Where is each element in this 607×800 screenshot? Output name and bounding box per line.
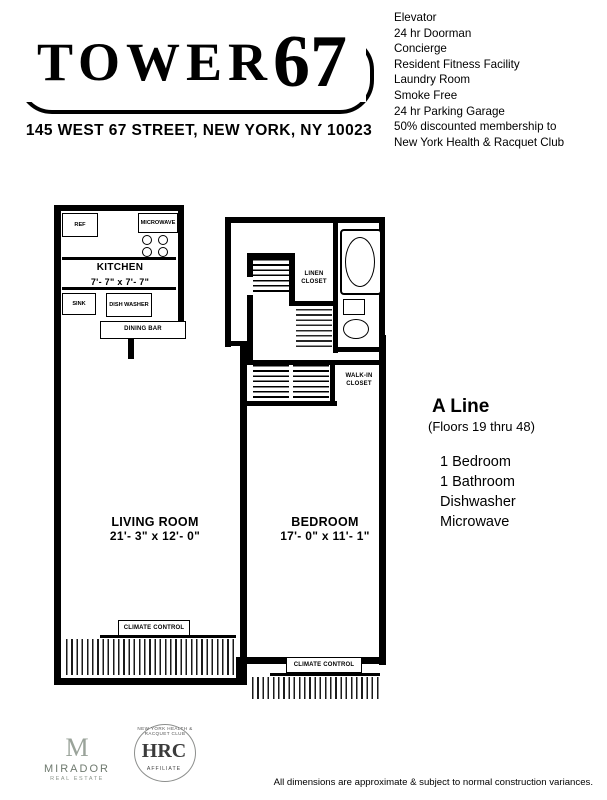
amenities-list (394, 10, 604, 150)
entry-door-wall (225, 341, 247, 346)
mirador-name: MIRADOR (44, 763, 110, 775)
wall-exterior-left (54, 205, 61, 685)
dishwasher-icon (106, 293, 152, 317)
hrc-logo (128, 722, 202, 786)
bedroom-dimensions: 17'- 0" x 11'- 1" (280, 529, 370, 543)
unit-feature-list (440, 452, 600, 532)
kitchen-dimensions: 7'- 7" x 7'- 7" (90, 277, 150, 287)
closet-door-hatch-upper (253, 259, 289, 295)
amenity-item: 24 hr Parking Garage (394, 104, 505, 118)
burner-icon-4 (158, 247, 168, 257)
closet-door-hatch-right (293, 365, 329, 401)
wall-walkin-right (330, 360, 385, 365)
brand-logo (18, 14, 373, 139)
amenity-item: Resident Fitness Facility (394, 57, 520, 71)
living-room-dimensions: 21'- 3" x 12'- 0" (109, 529, 201, 543)
kitchen-counter-line (62, 257, 176, 260)
toilet-icon (343, 299, 365, 315)
feature-item: Dishwasher (440, 494, 516, 510)
wall-closet-bottom (289, 301, 337, 306)
feature-item: 1 Bathroom (440, 474, 515, 490)
refrigerator-icon (62, 213, 98, 237)
logo-text (18, 21, 366, 103)
burner-icon-3 (142, 247, 152, 257)
wall-kitchen-top (54, 205, 184, 211)
logo-number: 67 (273, 21, 348, 103)
climate-control-living-label: CLIMATE CONTROL (123, 625, 185, 631)
wall-bath-top2 (225, 217, 385, 223)
wall-walkin-left (330, 360, 335, 406)
living-room-name: LIVING ROOM (111, 515, 199, 529)
kitchen-name: KITCHEN (96, 262, 144, 273)
floor-plan-drawing (40, 195, 440, 705)
wall-walkin-bottom (247, 401, 337, 406)
sink-icon (62, 293, 96, 315)
sink-label: SINK (72, 300, 86, 307)
dishwasher-label: DISH WASHER (109, 301, 149, 308)
closet-door-hatch-lower (253, 365, 289, 401)
amenity-item: Elevator (394, 11, 437, 24)
dining-bar-text: DINING BAR (124, 326, 162, 332)
disclaimer-text: All dimensions are approximate & subject to normal construction variances. (273, 777, 593, 788)
walkin-closet-label (337, 373, 381, 388)
linen-closet-text: LINEN CLOSET (301, 271, 327, 285)
refrigerator-label: REF (74, 221, 86, 228)
amenity-item: Smoke Free (394, 88, 458, 102)
amenity-item: 50% discounted membership to (394, 120, 557, 134)
sink-bath-icon (343, 319, 369, 339)
kitchen-label (62, 261, 178, 290)
burner-icon-1 (142, 235, 152, 245)
mirador-logo (34, 735, 120, 782)
amenity-item: 24 hr Doorman (394, 26, 472, 40)
climate-control-bedroom (286, 657, 362, 673)
walkin-closet-text: WALK-IN CLOSET (345, 373, 373, 387)
linen-closet-label (292, 271, 336, 286)
hrc-letters: HRC (141, 740, 187, 762)
unit-floors: (Floors 19 thru 48) (428, 419, 535, 434)
microwave-icon (138, 213, 178, 233)
feature-item: 1 Bedroom (440, 454, 511, 470)
dining-bar (100, 321, 186, 339)
feature-item: Microwave (440, 514, 510, 530)
burner-icon-2 (158, 235, 168, 245)
bedroom-label (265, 515, 385, 543)
window-living-hatch (66, 639, 236, 675)
microwave-label: MICROWAVE (140, 219, 176, 226)
bath-floor-hatch (296, 309, 332, 349)
climate-control-living (118, 620, 190, 636)
wall-bedroom-bottom-step (236, 657, 243, 685)
mirador-glyph: M (65, 733, 89, 762)
wall-bath-divider2 (333, 347, 385, 352)
wall-bath-top (225, 217, 231, 347)
hrc-affiliate-text: AFFILIATE (146, 766, 182, 772)
building-address: 145 WEST 67 STREET, NEW YORK, NY 10023 (25, 122, 373, 139)
logo-word: TOWER (36, 32, 274, 92)
bedroom-name: BEDROOM (291, 515, 359, 529)
amenity-item: New York Health & Racquet Club (394, 135, 565, 149)
wall-center-divider (240, 345, 247, 685)
window-bedroom-hatch (252, 677, 382, 699)
amenity-item: Concierge (394, 42, 447, 56)
living-room-label (80, 515, 230, 543)
dining-bar-label (101, 326, 185, 334)
wall-hall-left2 (247, 295, 253, 365)
tub-basin-icon (345, 237, 375, 287)
amenity-item: Laundry Room (394, 73, 471, 87)
unit-line-title: A Line (432, 396, 490, 417)
mirador-subtitle: REAL ESTATE (50, 776, 104, 782)
climate-control-bedroom-label: CLIMATE CONTROL (293, 662, 355, 668)
wall-bath-divider (333, 223, 338, 353)
wall-kitchen-right (178, 205, 184, 335)
wall-living-bottom (54, 678, 244, 685)
hrc-top-text: NEW YORK HEALTH & RACQUET CLUB (137, 726, 193, 736)
window-bedroom-sill (270, 673, 380, 676)
